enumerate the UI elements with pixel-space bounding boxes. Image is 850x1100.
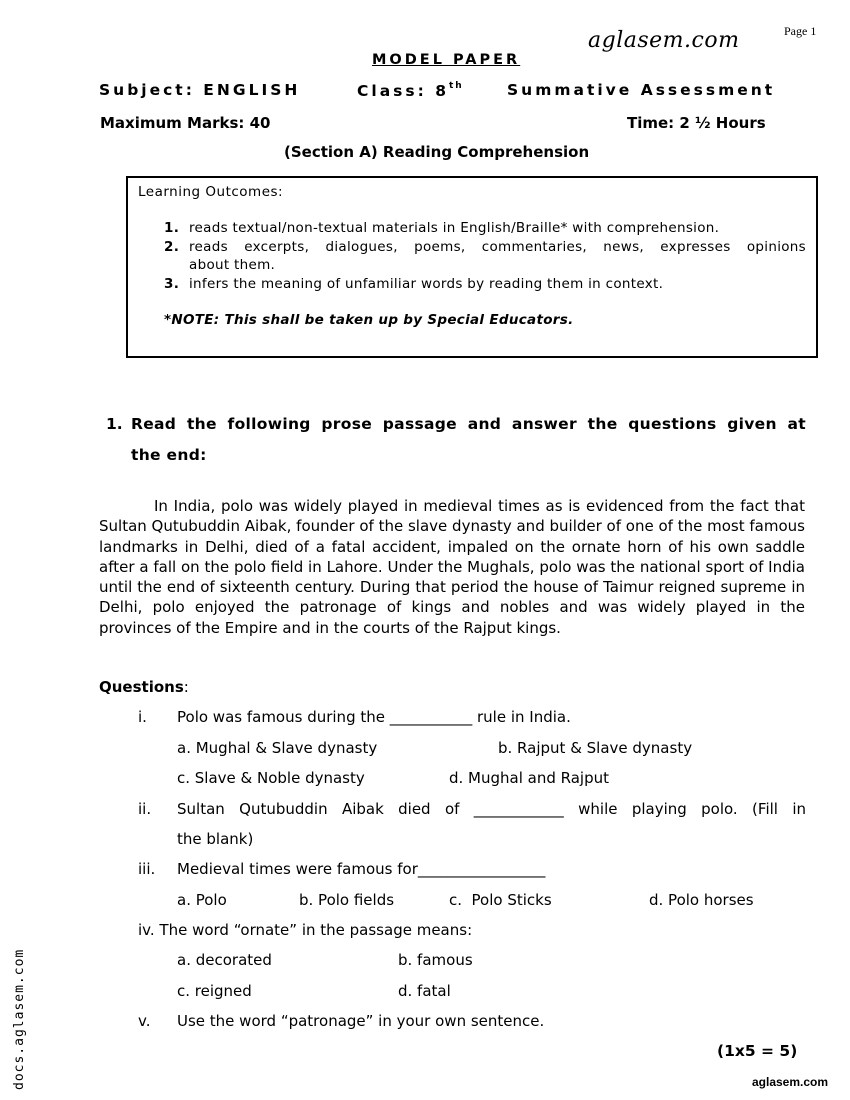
questions-heading: Questions: — [99, 678, 189, 696]
option-d: d. Mughal and Rajput — [449, 769, 610, 787]
time-allowed: Time: 2 ½ Hours — [627, 114, 766, 132]
option-c: c. Polo Sticks — [449, 891, 552, 909]
brand-watermark-bottom: aglasem.com — [752, 1075, 829, 1089]
subquestion-number: iii. — [138, 860, 156, 878]
subject-label: Subject: ENGLISH — [99, 81, 301, 99]
subquestion-text: Medieval times were famous for_________________ — [177, 860, 546, 878]
learning-outcome-item: 3. infers the meaning of unfamiliar words by reading them in context. — [164, 276, 664, 292]
question-instruction-continued: the end: — [131, 446, 207, 464]
subquestion-text: Sultan Qutubuddin Aibak died of ____________ while playing polo. (Fill in — [177, 800, 806, 818]
question-number: 1. — [106, 415, 123, 433]
assessment-label: Summative Assessment — [507, 81, 776, 99]
subquestion-text: Polo was famous during the ___________ rule in India. — [177, 708, 571, 726]
learning-outcome-item-continued: about them. — [189, 257, 276, 273]
max-marks: Maximum Marks: 40 — [100, 114, 271, 132]
class-label: Class: 8th — [357, 81, 464, 100]
subquestion-number: ii. — [138, 800, 152, 818]
option-c: c. Slave & Noble dynasty — [177, 769, 365, 787]
special-educators-note: *NOTE: This shall be taken up by Special Educators. — [164, 312, 574, 328]
option-d: d. fatal — [398, 982, 451, 1000]
option-c: c. reigned — [177, 982, 252, 1000]
subquestion-text: Use the word “patronage” in your own sentence. — [177, 1012, 545, 1030]
option-b: b. famous — [398, 951, 473, 969]
option-a: a. decorated — [177, 951, 272, 969]
page-number: Page 1 — [784, 24, 817, 38]
question-marks: (1x5 = 5) — [717, 1042, 798, 1060]
option-b: b. Polo fields — [299, 891, 395, 909]
brand-watermark-top: aglasem.com — [588, 28, 740, 53]
paper-title: MODEL PAPER — [372, 52, 521, 68]
subquestion-number: v. — [138, 1012, 151, 1030]
prose-passage: In India, polo was widely played in medieval times as is evidenced from the fact that Sultan Qutubuddin Aibak, founder of the slave dynasty and builder of one of the most famous landmarks in Delhi, died of a fatal accident, impaled on the ornate horn of his own saddle after a fall on the polo field in Lahore. Under the Mughals, polo was the national sport of India until the end of sixteenth century. During that period the house of Taimur reigned supreme in Delhi, polo enjoyed the patronage of kings and nobles and was widely played in the provinces of the Empire and in the courts of the Rajput kings. — [99, 497, 805, 637]
vertical-url-watermark: docs.aglasem.com — [12, 948, 27, 1090]
subquestion-number: i. — [138, 708, 147, 726]
class-superscript: th — [448, 81, 464, 91]
section-heading: (Section A) Reading Comprehension — [284, 143, 590, 161]
option-a: a. Polo — [177, 891, 227, 909]
option-a: a. Mughal & Slave dynasty — [177, 739, 378, 757]
learning-outcome-item: 2. reads excerpts, dialogues, poems, commentaries, news, expresses opinions — [164, 239, 806, 255]
subquestion-text: iv. The word “ornate” in the passage means: — [138, 921, 473, 939]
option-d: d. Polo horses — [649, 891, 754, 909]
question-instruction: Read the following prose passage and answer the questions given at — [131, 415, 806, 433]
learning-outcomes-title: Learning Outcomes: — [138, 184, 284, 200]
subquestion-text-continued: the blank) — [177, 830, 254, 848]
learning-outcome-item: 1. reads textual/non-textual materials in English/Braille* with comprehension. — [164, 220, 720, 236]
option-b: b. Rajput & Slave dynasty — [498, 739, 693, 757]
